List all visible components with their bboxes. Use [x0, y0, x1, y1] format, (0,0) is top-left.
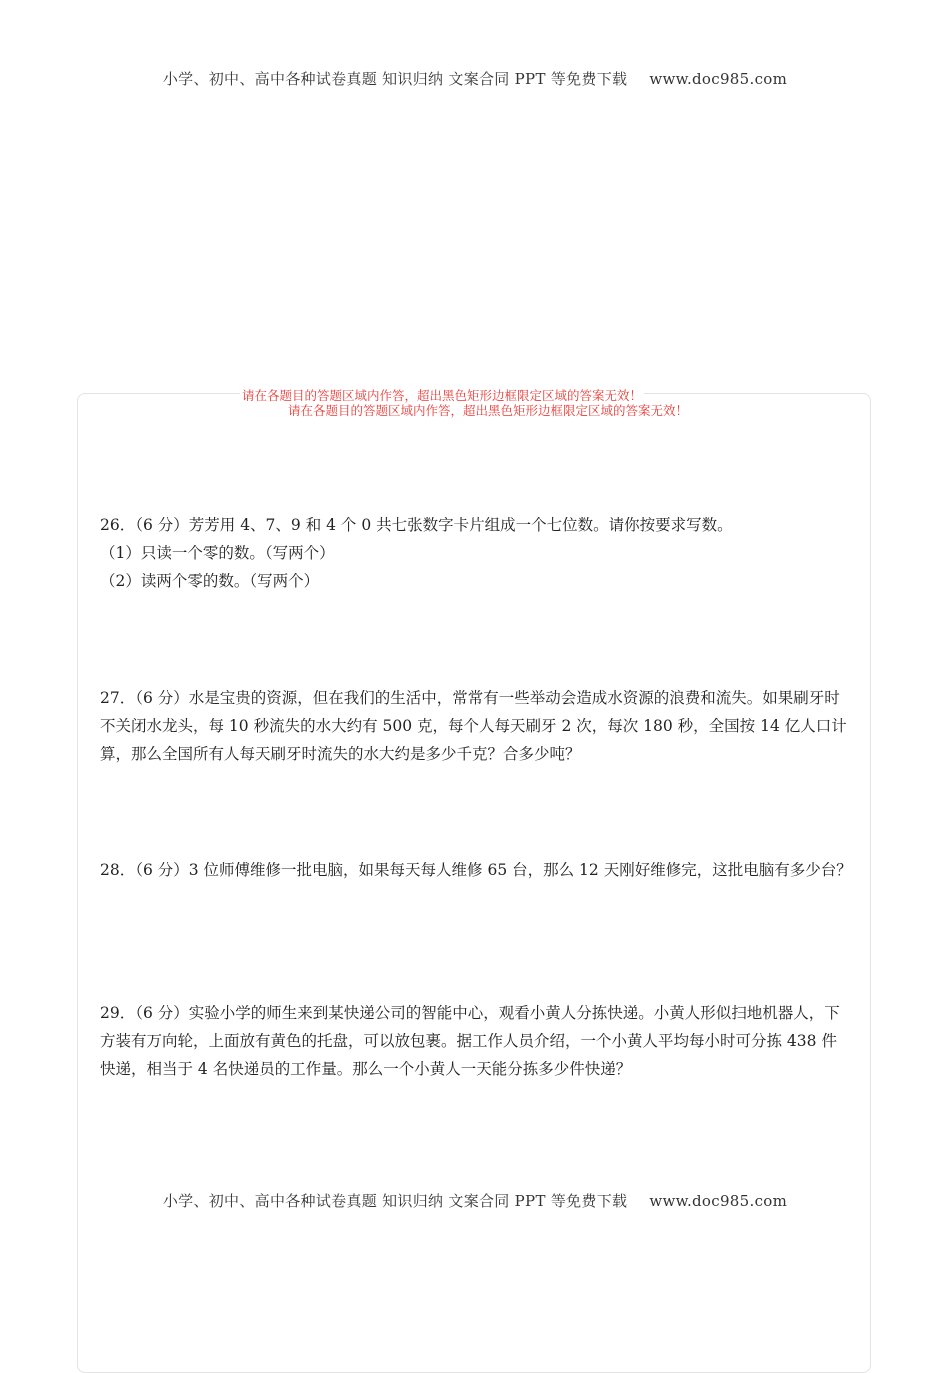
question-29	[100, 999, 852, 1083]
question-26	[100, 511, 852, 595]
header-text: 小学、初中、高中各种试卷真题 知识归纳 文案合同 PPT 等免费下载	[162, 70, 628, 88]
question-26-sub-1: （1）只读一个零的数。（写两个）	[100, 544, 335, 562]
question-28	[100, 856, 852, 884]
question-27	[100, 684, 852, 768]
page-header	[0, 68, 950, 89]
page-footer	[0, 1190, 950, 1211]
footer-text: 小学、初中、高中各种试卷真题 知识归纳 文案合同 PPT 等免费下载	[162, 1192, 628, 1210]
footer-site-link[interactable]: www.doc985.com	[649, 1192, 788, 1210]
question-26-stem: 26．（6 分）芳芳用 4、7、9 和 4 个 0 共七张数字卡片组成一个七位数。请你按要求写数。	[100, 516, 733, 534]
answer-area-warning-2: 请在各题目的答题区域内作答，超出黑色矩形边框限定区域的答案无效！	[288, 403, 689, 418]
question-29-stem: 29．（6 分）实验小学的师生来到某快递公司的智能中心，观看小黄人分拣快递。小黄人形似扫地机器人，下方装有万向轮，上面放有黄色的托盘，可以放包裹。据工作人员介绍，一个小黄人平均每小时可分拣 438 件快递，相当于 4 名快递员的工作量。那么一个小黄人一天能分拣多少件快递？	[100, 1004, 840, 1078]
question-26-sub-2: （2）读两个零的数。（写两个）	[100, 572, 320, 590]
answer-area-warning-1: 请在各题目的答题区域内作答，超出黑色矩形边框限定区域的答案无效！	[242, 388, 643, 403]
header-site-link[interactable]: www.doc985.com	[649, 70, 788, 88]
question-27-stem: 27．（6 分）水是宝贵的资源，但在我们的生活中，常常有一些举动会造成水资源的浪费和流失。如果刷牙时不关闭水龙头，每 10 秒流失的水大约有 500 克，每个人每天刷牙 2 次，每次 180 秒，全国按 14 亿人口计算，那么全国所有人每天刷牙时流失的水大约是多少千克？合多少吨？	[100, 689, 847, 763]
question-28-stem: 28．（6 分）3 位师傅维修一批电脑，如果每天每人维修 65 台，那么 12 天刚好维修完，这批电脑有多少台？	[100, 861, 852, 879]
